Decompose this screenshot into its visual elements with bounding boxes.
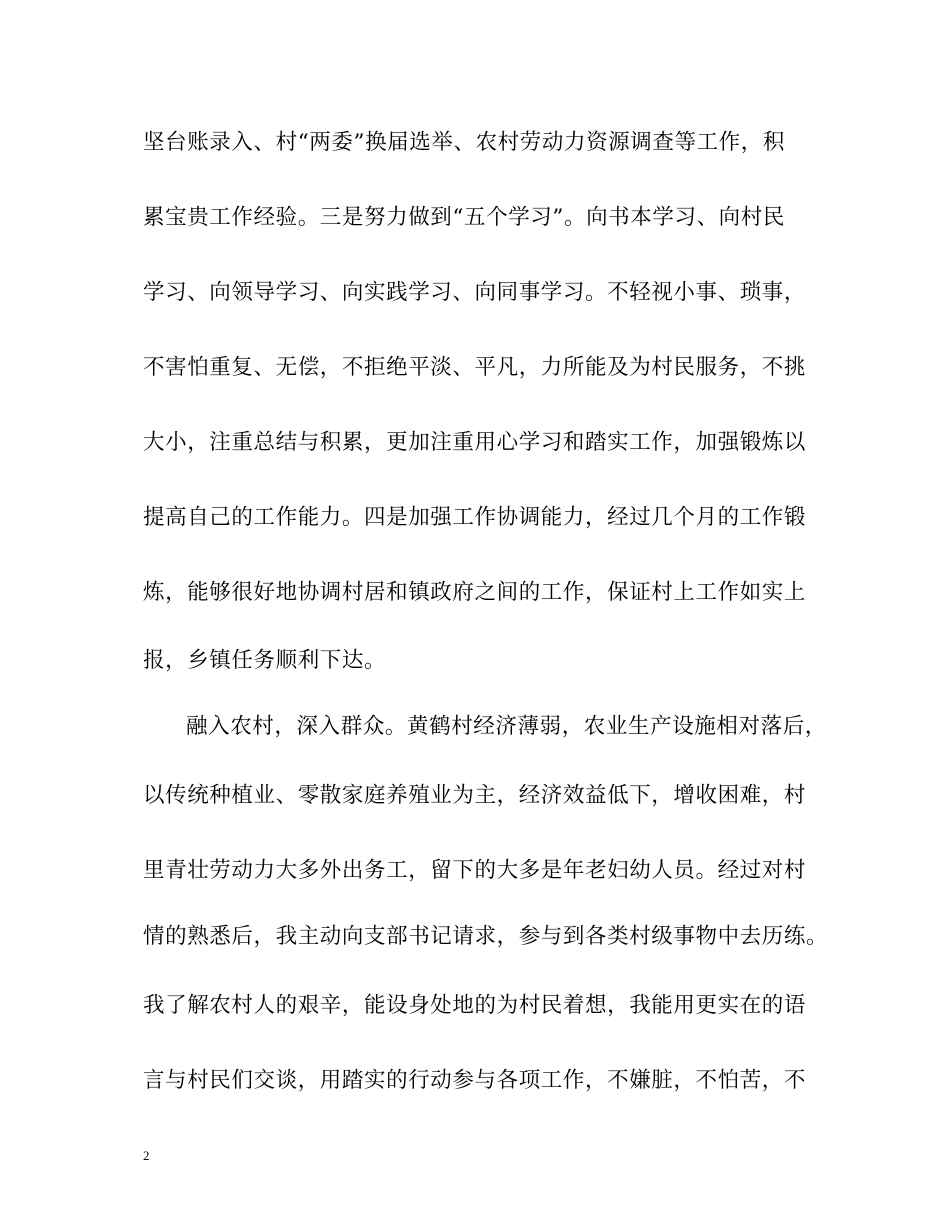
text-line: 不害怕重复、无偿，不拒绝平淡、平凡，力所能及为村民服务，不挑	[143, 355, 807, 380]
text-line: 里青壮劳动力大多外出务工，留下的大多是年老妇幼人员。经过对村	[143, 858, 807, 883]
text-line: 提高自己的工作能力。四是加强工作协调能力，经过几个月的工作锻	[143, 505, 807, 530]
text-line: 言与村民们交谈，用踏实的行动参与各项工作，不嫌脏，不怕苦，不	[143, 1068, 807, 1093]
text-line: 我了解农村人的艰辛，能设身处地的为村民着想，我能用更实在的语	[143, 993, 807, 1018]
text-line: 情的熟悉后，我主动向支部书记请求，参与到各类村级事物中去历练。	[143, 924, 829, 949]
text-line: 大小，注重总结与积累，更加注重用心学习和踏实工作，加强锻炼以	[143, 430, 807, 455]
text-line: 累宝贵工作经验。三是努力做到“五个学习”。向书本学习、向村民	[143, 205, 785, 230]
page-number: 2	[143, 1148, 150, 1163]
text-line: 报，乡镇任务顺利下达。	[143, 648, 387, 673]
text-line: 坚台账录入、村“两委”换届选举、农村劳动力资源调查等工作，积	[143, 130, 785, 155]
text-line: 以传统种植业、零散家庭养殖业为主，经济效益低下，增收困难，村	[143, 783, 807, 808]
paragraph-first-line: 融入农村，深入群众。黄鹤村经济薄弱，农业生产设施相对落后，	[186, 714, 827, 739]
text-line: 学习、向领导学习、向实践学习、向同事学习。不轻视小事、琐事，	[143, 280, 807, 305]
text-line: 炼，能够很好地协调村居和镇政府之间的工作，保证村上工作如实上	[143, 580, 807, 605]
